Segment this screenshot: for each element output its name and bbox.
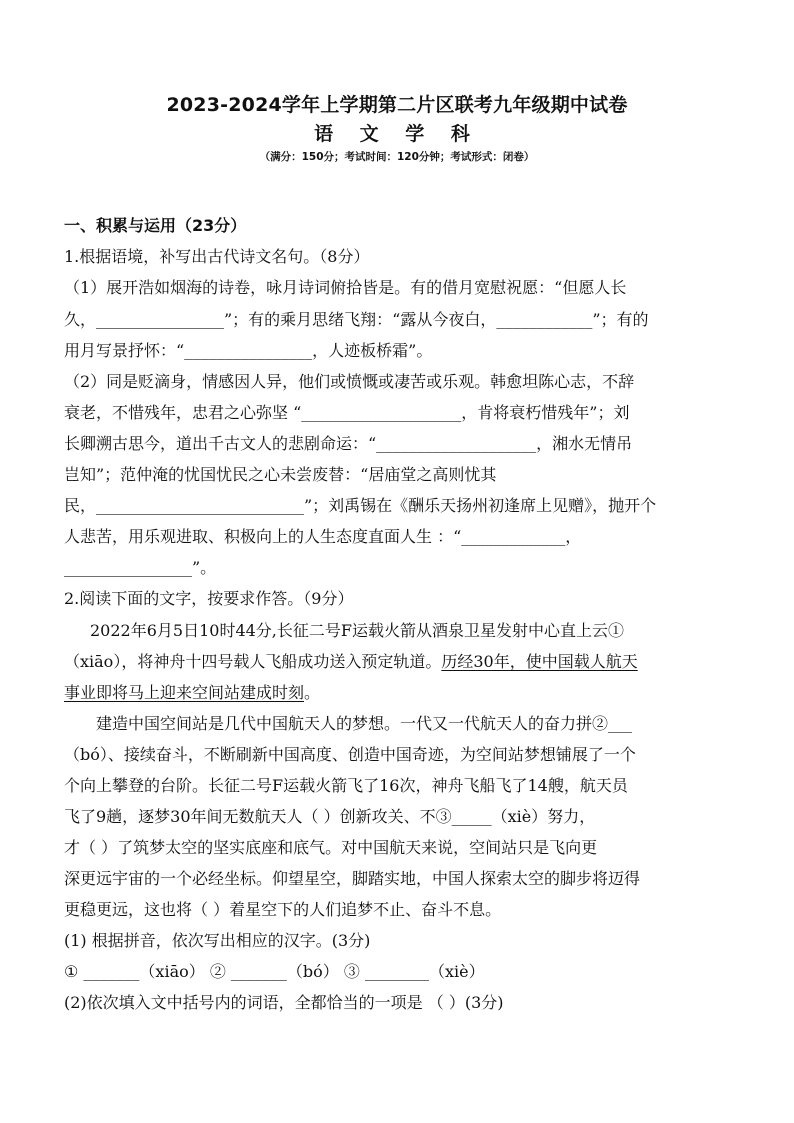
underlined-sentence: 历经30年，使中国载人航天 (441, 652, 638, 671)
q1-part2-line3: 长卿溯古思今，道出千古文人的悲剧命运：“____________________，湘水无情吊 (64, 434, 633, 453)
exam-info: （满分：150分；考试时间：120分钟；考试形式：闭卷） (259, 151, 535, 163)
sub-question-2: (2)依次填入文中括号内的词语，全都恰当的一项是 （ ）(3分) (64, 993, 504, 1012)
q1-part2-line5: 民，__________________________”；刘禹锡在《酬乐天扬州初逢席上见赠》，抛开个 (64, 496, 657, 515)
section-heading: 一、积累与运用（23分） (64, 216, 247, 235)
passage-line (64, 652, 638, 672)
passage-line (64, 683, 320, 703)
subject-title: 语 文 学 科 (314, 123, 480, 145)
question-2-stem: 2.阅读下面的文字，按要求作答。（9分） (64, 589, 354, 608)
passage-line: 2022年6月5日10时44分,长征二号F运载火箭从酒泉卫星发射中心直上云① (90, 621, 624, 640)
question-1-stem: 1.根据语境，补写出古代诗文名句。（8分） (64, 247, 370, 266)
answer-blanks: ① _______（xiāo） ② _______（bó） ③ ________（xiè） (64, 962, 485, 981)
sub-question-1: (1) 根据拼音，依次写出相应的汉字。(3分) (64, 931, 371, 950)
q1-part1-line2: 久，________________”；有的乘月思绪飞翔：“露从今夜白，____________”；有的 (64, 310, 649, 329)
passage-line: （bó）、接续奋斗，不断刷新中国高度、创造中国奇迹，为空间站梦想铺展了一个 (64, 745, 636, 764)
q1-part2-line2: 衰老，不惜残年，忠君之心弥坚 “____________________，肯将衰朽惜残年”；刘 (64, 403, 630, 422)
q1-part2-line1: （2）同是贬滴身，情感因人异，他们或愤慨或凄苦或乐观。韩愈坦陈心志，不辞 (64, 372, 635, 391)
passage-line: 飞了9趟，逐梦30年间无数航天人（ ）创新攻关、不③_____（xiè）努力， (64, 807, 596, 826)
passage-line: 才（ ）了筑梦太空的坚实底座和底气。对中国航天来说，空间站只是飞向更 (64, 838, 598, 857)
passage-line: 个向上攀登的台阶。长征二号F运载火箭飞了16次，神舟飞船飞了14艘，航天员 (64, 776, 628, 795)
q1-part2-line6: 人悲苦，用乐观进取、积极向上的人生态度直面人生 ：“_____________， (64, 527, 582, 546)
underlined-sentence: 事业即将马上迎来空间站建成时刻 (64, 683, 305, 702)
q1-part1-line1: （1）展开浩如烟海的诗卷，咏月诗词俯拾皆是。有的借月宽慰祝愿：“但愿人长 (64, 278, 627, 297)
passage-line: 更稳更远，这也将（ ）着星空下的人们追梦不止、奋斗不息。 (64, 900, 502, 919)
q1-part2-line4: 岂知”；范仲淹的忧国忧民之心未尝废替：“居庙堂之高则忧其 (64, 465, 497, 484)
passage-line: 建造中国空间站是几代中国航天人的梦想。一代又一代航天人的奋力拼②___ (96, 714, 633, 733)
exam-title: 2023-2024学年上学期第二片区联考九年级期中试卷 (166, 94, 628, 116)
q1-part2-line7: ________________”。 (64, 558, 217, 577)
passage-text: 。 (304, 683, 321, 702)
passage-line: 深更远宇宙的一个必经坐标。仰望星空，脚踏实地，中国人探索太空的脚步将迈得 (64, 869, 641, 888)
passage-text: （xiāo），将神舟十四号载人飞船成功送入预定轨道。 (64, 652, 442, 671)
q1-part1-line3: 用月写景抒怀：“________________，人迹板桥霜”。 (64, 341, 433, 360)
